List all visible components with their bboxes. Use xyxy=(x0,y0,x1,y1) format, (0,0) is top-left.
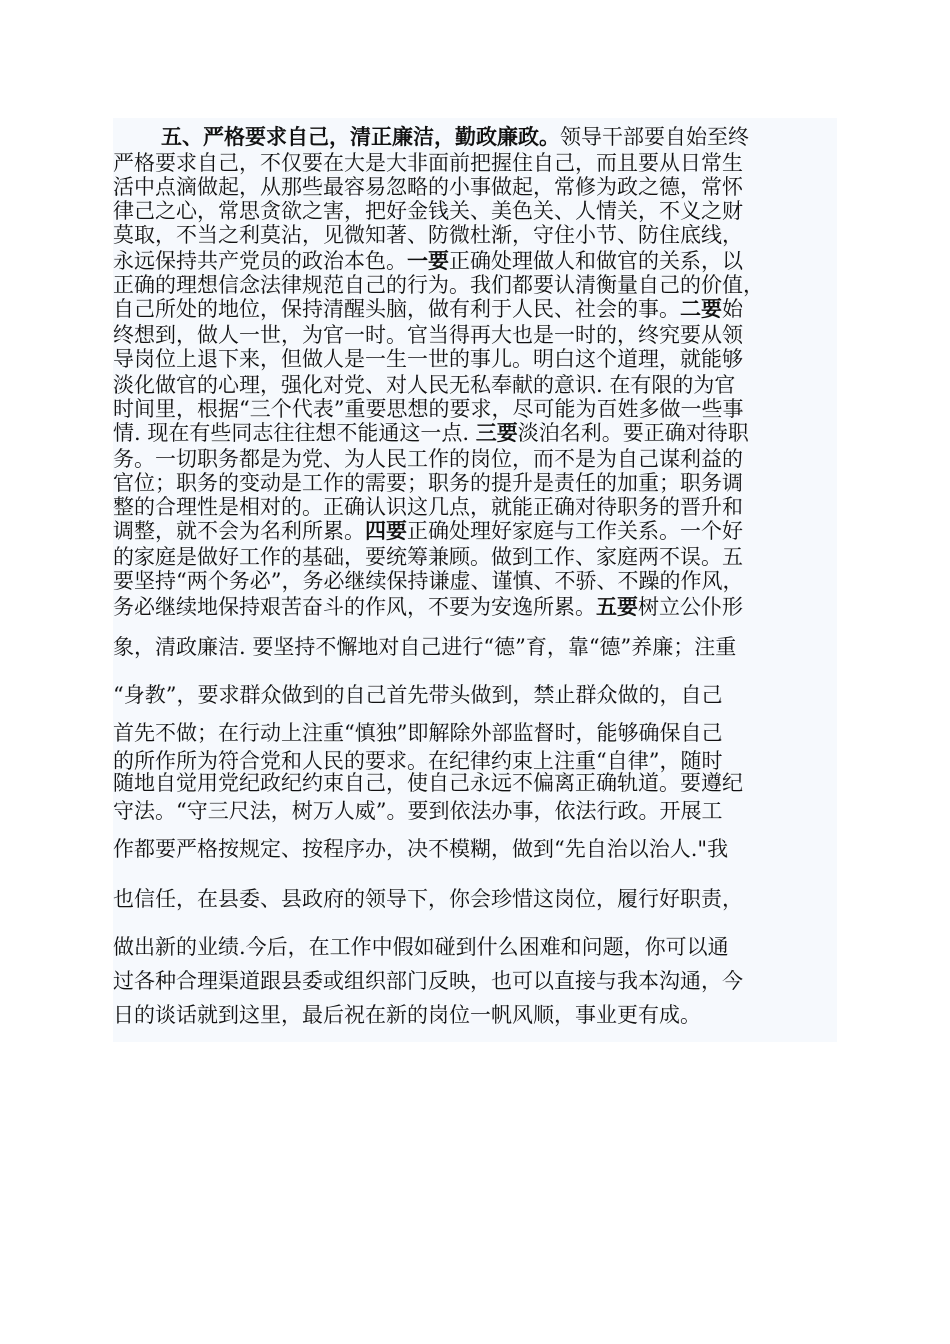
text-run: 首先不做；在行动上注重“慎独”即解除外部监督时，能够确保自己 xyxy=(113,721,723,745)
text-line xyxy=(113,720,837,746)
text-run: 官位；职务的变动是工作的需要；职务的提升是责任的加重；职务调 xyxy=(113,471,743,495)
text-run: 务。一切职务都是为党、为人民工作的岗位，而不是为自己谋利益的 xyxy=(113,447,743,471)
text-run: 律己之心，常思贪欲之害，把好金钱关、美色关、人情关，不义之财 xyxy=(113,199,743,223)
text-run: 淡化做官的心理，强化对党、对人民无私奉献的意识. 在有限的为官 xyxy=(113,373,736,397)
text-line xyxy=(113,198,837,224)
text-run: 日的谈话就到这里，最后祝在新的岗位一帆风顺，事业更有成。 xyxy=(113,1003,701,1027)
text-line xyxy=(113,494,837,520)
text-line xyxy=(113,634,837,660)
bold-heading-text: 四要 xyxy=(365,518,407,543)
text-run: 淡泊名利。要正确对待职 xyxy=(517,421,749,445)
text-run: 守法。“守三尺法，树万人威”。要到依法办事，依法行政。开展工 xyxy=(113,799,723,823)
text-line xyxy=(113,174,837,200)
text-run: 的所作所为符合党和人民的要求。在纪律约束上注重“自律”，随时 xyxy=(113,749,723,773)
text-run: 正确处理做人和做官的关系，以 xyxy=(449,249,743,273)
text-line xyxy=(113,886,837,912)
text-line xyxy=(113,420,837,446)
text-run: 象，清政廉洁. 要坚持不懈地对自己进行“德”育，靠“德”养廉；注重 xyxy=(113,635,737,659)
body-text xyxy=(113,118,837,1042)
text-run: 永远保持共产党员的政治本色。 xyxy=(113,249,407,273)
text-line xyxy=(113,568,837,594)
text-line xyxy=(113,296,837,322)
text-line xyxy=(113,150,837,176)
text-line xyxy=(113,396,837,422)
text-run: “身教”，要求群众做到的自己首先带头做到，禁止群众做的，自己 xyxy=(113,683,723,707)
text-run: 严格要求自己，不仅要在大是大非面前把握住自己，而且要从日常生 xyxy=(113,151,743,175)
text-line xyxy=(113,934,837,960)
text-line xyxy=(113,594,837,620)
bold-heading-text: 五、严格要求自己，清正廉洁，勤政廉政。 xyxy=(161,124,560,149)
text-line xyxy=(113,770,837,796)
text-line xyxy=(113,470,837,496)
text-line xyxy=(113,446,837,472)
text-line xyxy=(113,798,837,824)
text-run: 正确的理想信念法律规范自己的行为。我们都要认清衡量自己的价值， xyxy=(113,273,764,297)
text-run: 作都要严格按规定、按程序办，决不模糊，做到“先自治以治人."我 xyxy=(113,837,729,861)
text-run: 整的合理性是相对的。正确认识这几点，就能正确对待职务的晋升和 xyxy=(113,495,743,519)
text-line xyxy=(113,544,837,570)
text-run: 做出新的业绩.今后，在工作中假如碰到什么困难和问题，你可以通 xyxy=(113,935,729,959)
text-run: 随地自觉用党纪政纪约束自己，使自己永远不偏离正确轨道。要遵纪 xyxy=(113,771,743,795)
text-line xyxy=(113,124,837,150)
text-run: 自己所处的地位，保持清醒头脑，做有利于人民、社会的事。 xyxy=(113,297,680,321)
text-line xyxy=(113,222,837,248)
text-line xyxy=(113,836,837,862)
text-line xyxy=(113,248,837,274)
text-run: 终想到，做人一世，为官一时。官当得再大也是一时的，终究要从领 xyxy=(113,323,743,347)
text-run: 时间里，根据“三个代表”重要思想的要求，尽可能为百姓多做一些事 xyxy=(113,397,744,421)
text-line xyxy=(113,372,837,398)
text-line xyxy=(113,682,837,708)
text-run: 导岗位上退下来，但做人是一生一世的事儿。明白这个道理，就能够 xyxy=(113,347,743,371)
text-run: 树立公仆形 xyxy=(638,595,743,619)
text-run: 始 xyxy=(722,297,743,321)
text-run: 正确处理好家庭与工作关系。一个好 xyxy=(407,519,743,543)
text-run: 调整，就不会为名利所累。 xyxy=(113,519,365,543)
text-line xyxy=(113,322,837,348)
text-line xyxy=(113,968,837,994)
text-run: 莫取，不当之利莫沾，见微知著、防微杜渐，守住小节、防住底线， xyxy=(113,223,743,247)
text-line xyxy=(113,1002,837,1028)
text-run: 过各种合理渠道跟县委或组织部门反映，也可以直接与我本沟通，今 xyxy=(113,969,743,993)
bold-heading-text: 一要 xyxy=(407,248,449,273)
text-line xyxy=(113,346,837,372)
text-run: 情. 现在有些同志往往想不能通这一点. xyxy=(113,421,476,445)
text-run: 也信任，在县委、县政府的领导下，你会珍惜这岗位，履行好职责， xyxy=(113,887,743,911)
text-run: 领导干部要自始至终 xyxy=(560,125,749,149)
bold-heading-text: 五要 xyxy=(596,594,638,619)
text-run: 的家庭是做好工作的基础，要统筹兼顾。做到工作、家庭两不误。五 xyxy=(113,545,743,569)
bold-heading-text: 三要 xyxy=(475,420,518,445)
text-run: 活中点滴做起，从那些最容易忽略的小事做起，常修为政之德，常怀 xyxy=(113,175,743,199)
text-line xyxy=(113,272,837,298)
bold-heading-text: 二要 xyxy=(680,296,722,321)
text-line xyxy=(113,518,837,544)
text-run: 要坚持“两个务必”，务必继续保持谦虚、谨慎、不骄、不躁的作风， xyxy=(113,569,744,593)
text-run: 务必继续地保持艰苦奋斗的作风，不要为安逸所累。 xyxy=(113,595,596,619)
